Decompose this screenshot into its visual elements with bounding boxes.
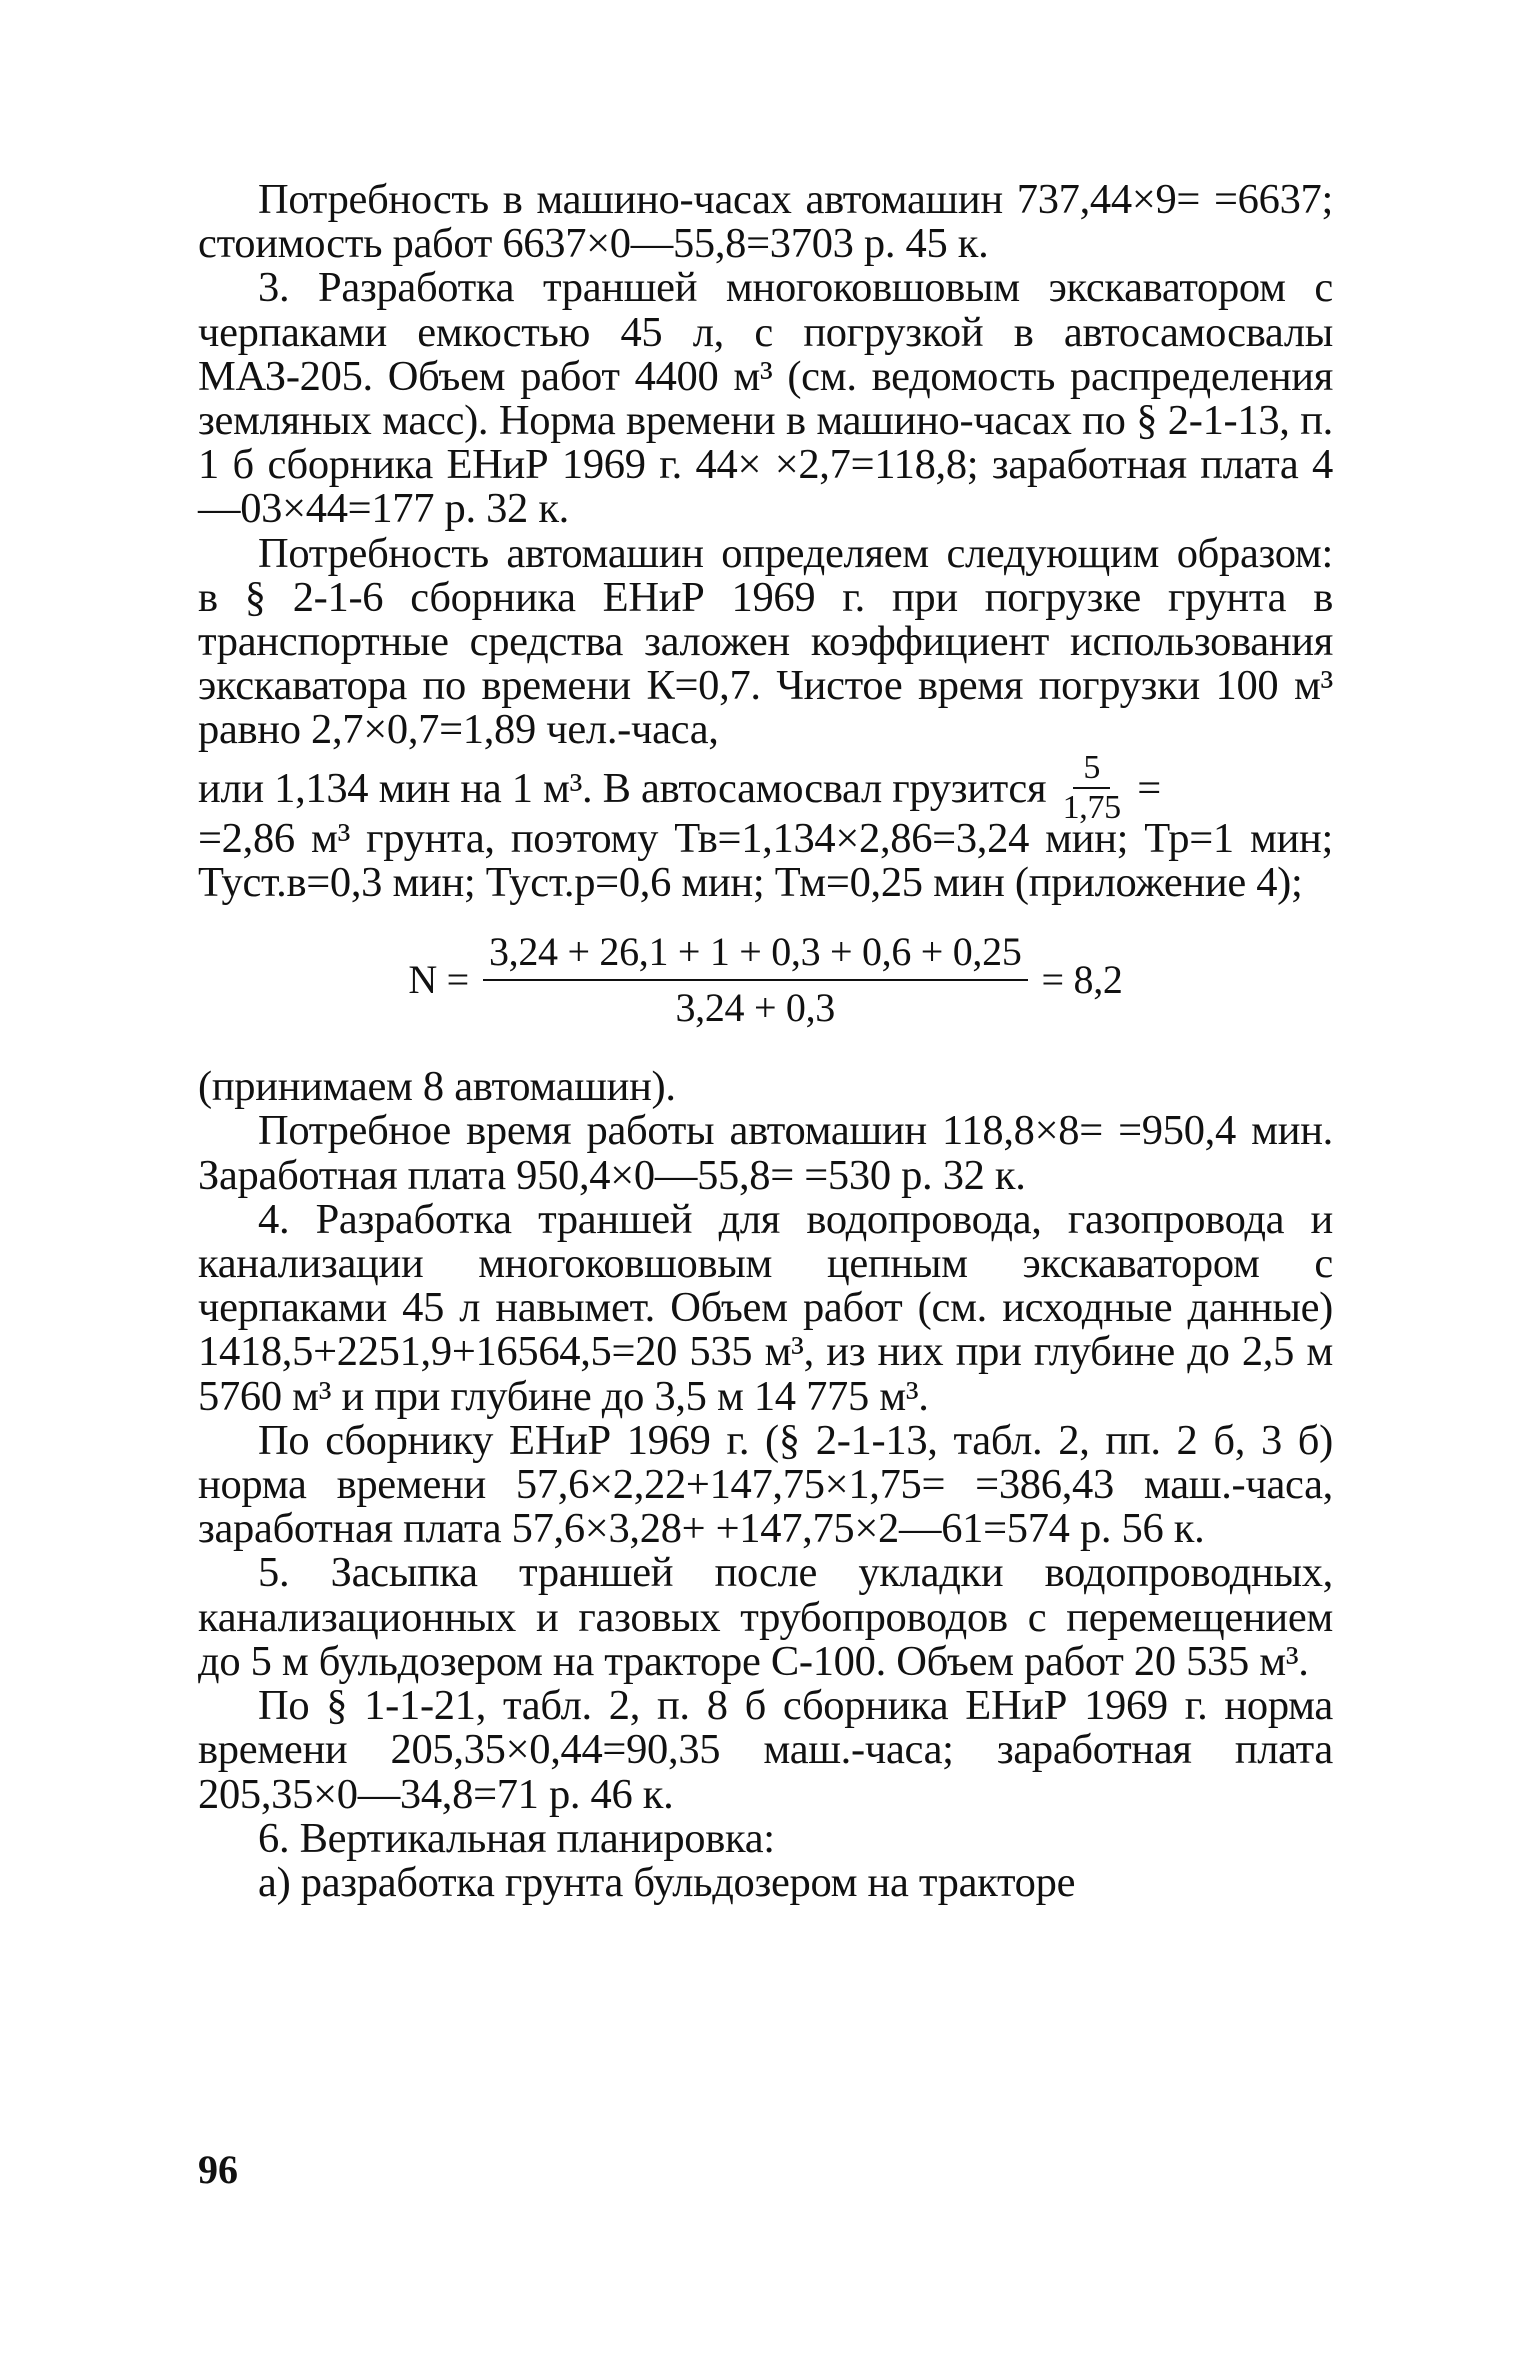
fraction-denominator: 1,75 <box>1062 788 1121 826</box>
paragraph: (принимаем 8 автомашин). <box>198 1063 676 1111</box>
fraction-line-tail: = <box>1137 764 1161 812</box>
paragraph: По § 1-1-21, табл. 2, п. 8 б сборника ЕНиР 1969 г. норма времени 205,35×0,44=90,35 маш.-часа; заработная плата 205,35×0—34,8=71 р. 46 к. <box>198 1682 1333 1818</box>
formula-block <box>198 929 1333 1031</box>
paragraph: 6. Вертикальная планировка: <box>258 1814 775 1862</box>
text-column <box>198 178 1333 1905</box>
formula-fraction <box>483 929 1028 1031</box>
paragraph: 5. Засыпка траншей после укладки водопроводных, канализационных и газовых трубопроводов с перемещением до 5 м бульдозером на тракторе С-100. Объем работ 20 535 м³. <box>198 1549 1333 1685</box>
paragraph: 4. Разработка траншей для водопровода, газопровода и канализации многоковшовым цепным экскаватором с черпаками 45 л навымет. Объем работ (см. исходные данные) 1418,5+2251,9+16564,5=20 535 м³, из них при глубине до 2,5 м 5760 м³ и при глубине до 3,5 м 14 775 м³. <box>198 1195 1333 1420</box>
formula-lhs: N = <box>408 957 469 1003</box>
paragraph-with-fraction <box>198 748 1333 826</box>
page-number: 96 <box>198 2147 238 2192</box>
fraction-numerator: 5 <box>1073 751 1110 789</box>
paragraph: Потребность в машино-часах автомашин 737,44×9= =6637; стоимость работ 6637×0—55,8=3703 р. 45 к. <box>198 176 1333 268</box>
paragraph: 3. Разработка траншей многоковшовым экскаватором с черпаками емкостью 45 л, с погрузкой в автосамосвалы МАЗ-205. Объем работ 4400 м³ (см. ведомость распределения земляных масс). Норма времени в машино-часах по § 2-1-13, п. 1 б сборника ЕНиР 1969 г. 44× ×2,7=118,8; заработная плата 4—03×44=177 р. 32 к. <box>198 264 1333 533</box>
paragraph: По сборнику ЕНиР 1969 г. (§ 2-1-13, табл. 2, пп. 2 б, 3 б) норма времени 57,6×2,22+147,75×1,75= =386,43 маш.-часа, заработная плата 57,6×3,28+ +147,75×2—61=574 р. 56 к. <box>198 1416 1333 1553</box>
fraction-line-text: или 1,134 мин на 1 м³. В автосамосвал грузится <box>198 764 1047 812</box>
formula-denominator: 3,24 + 0,3 <box>675 985 836 1031</box>
paragraph: Потребность автомашин определяем следующим образом: в § 2-1-6 сборника ЕНиР 1969 г. при погрузке грунта в транспортные средства заложен коэффициент использования экскаватора по времени К=0,7. Чистое время погрузки 100 м³ равно 2,7×0,7=1,89 чел.-часа, <box>198 529 1333 754</box>
paragraph: а) разработка грунта бульдозером на тракторе <box>258 1858 1076 1906</box>
paragraph: =2,86 м³ грунта, поэтому Тв=1,134×2,86=3,24 мин; Тр=1 мин; Туст.в=0,3 мин; Туст.р=0,6 мин; Тм=0,25 мин (приложение 4); <box>198 814 1333 907</box>
inline-fraction <box>1062 748 1121 826</box>
paragraph: Потребное время работы автомашин 118,8×8= =950,4 мин. Заработная плата 950,4×0—55,8= =530 р. 32 к. <box>198 1107 1333 1199</box>
formula-numerator: 3,24 + 26,1 + 1 + 0,3 + 0,6 + 0,25 <box>483 929 1028 981</box>
formula-rhs: = 8,2 <box>1041 957 1123 1003</box>
